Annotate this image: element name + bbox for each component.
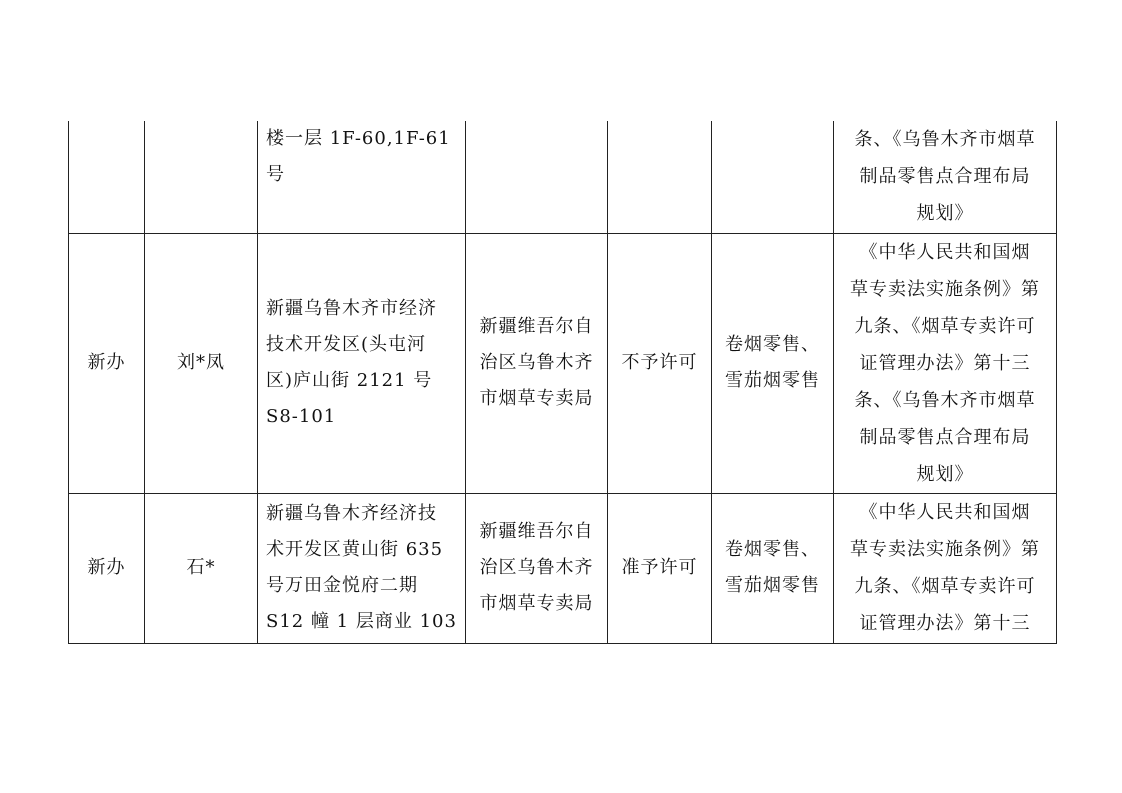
business-scope-cell: 卷烟零售、 雪茄烟零售 bbox=[712, 233, 834, 493]
decision-cell: 不予许可 bbox=[608, 233, 712, 493]
license-type-cell: 新办 bbox=[69, 493, 145, 643]
authority-cell bbox=[466, 121, 608, 233]
permit-table bbox=[68, 121, 1057, 644]
address-cell: 新疆乌鲁木齐市经济 技术开发区(头屯河 区)庐山街 2121 号 S8-101 bbox=[258, 233, 466, 493]
authority-cell: 新疆维吾尔自 治区乌鲁木齐 市烟草专卖局 bbox=[466, 493, 608, 643]
decision-cell bbox=[608, 121, 712, 233]
license-type-cell bbox=[69, 121, 145, 233]
address-cell: 楼一层 1F-60,1F-61 号 bbox=[258, 121, 466, 233]
authority-cell: 新疆维吾尔自 治区乌鲁木齐 市烟草专卖局 bbox=[466, 233, 608, 493]
table-row bbox=[69, 233, 1057, 493]
applicant-name-cell: 石* bbox=[145, 493, 258, 643]
table-row bbox=[69, 493, 1057, 643]
legal-basis-cell: 《中华人民共和国烟 草专卖法实施条例》第 九条、《烟草专卖许可 证管理办法》第十三 条、《乌鲁木齐市烟草 制品零售点合理布局 规划》 bbox=[834, 233, 1057, 493]
decision-cell: 准予许可 bbox=[608, 493, 712, 643]
legal-basis-cell: 条、《乌鲁木齐市烟草 制品零售点合理布局 规划》 bbox=[834, 121, 1057, 233]
business-scope-cell: 卷烟零售、 雪茄烟零售 bbox=[712, 493, 834, 643]
address-cell: 新疆乌鲁木齐经济技 术开发区黄山街 635 号万田金悦府二期 S12 幢 1 层商业 103 bbox=[258, 493, 466, 643]
applicant-name-cell: 刘*凤 bbox=[145, 233, 258, 493]
applicant-name-cell bbox=[145, 121, 258, 233]
business-scope-cell bbox=[712, 121, 834, 233]
table-row bbox=[69, 121, 1057, 233]
legal-basis-cell: 《中华人民共和国烟 草专卖法实施条例》第 九条、《烟草专卖许可 证管理办法》第十三 bbox=[834, 493, 1057, 643]
license-type-cell: 新办 bbox=[69, 233, 145, 493]
